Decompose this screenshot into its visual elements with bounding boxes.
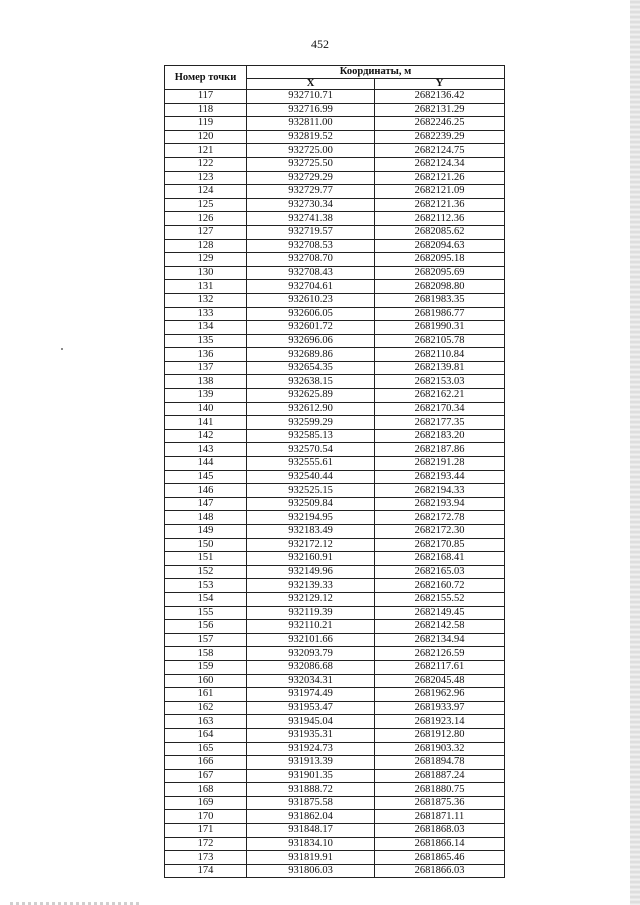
point-number-cell: 163 [165, 715, 247, 729]
point-number-cell: 153 [165, 579, 247, 593]
table-row [165, 756, 505, 770]
y-coordinate-cell: 2682105.78 [375, 334, 505, 348]
y-coordinate-cell: 2682124.34 [375, 157, 505, 171]
table-row [165, 742, 505, 756]
x-coordinate-cell: 931834.10 [247, 837, 375, 851]
y-coordinate-cell: 2682187.86 [375, 443, 505, 457]
x-coordinate-cell: 932610.23 [247, 293, 375, 307]
x-coordinate-cell: 932716.99 [247, 103, 375, 117]
x-coordinate-cell: 932819.52 [247, 130, 375, 144]
point-number-cell: 158 [165, 647, 247, 661]
table-row [165, 783, 505, 797]
x-coordinate-cell: 931806.03 [247, 864, 375, 878]
table-row [165, 511, 505, 525]
y-coordinate-cell: 2682126.59 [375, 647, 505, 661]
point-number-cell: 151 [165, 552, 247, 566]
x-coordinate-cell: 932625.89 [247, 389, 375, 403]
table-row [165, 728, 505, 742]
table-row [165, 416, 505, 430]
point-number-cell: 159 [165, 660, 247, 674]
x-coordinate-cell: 932172.12 [247, 538, 375, 552]
point-number-cell: 154 [165, 592, 247, 606]
y-coordinate-cell: 2682160.72 [375, 579, 505, 593]
x-coordinate-cell: 932129.12 [247, 592, 375, 606]
point-number-cell: 164 [165, 728, 247, 742]
table-row [165, 688, 505, 702]
y-coordinate-cell: 2681990.31 [375, 321, 505, 335]
table-row [165, 321, 505, 335]
x-coordinate-cell: 932638.15 [247, 375, 375, 389]
y-coordinate-cell: 2682239.29 [375, 130, 505, 144]
x-coordinate-cell: 932110.21 [247, 620, 375, 634]
y-column-header: Y [375, 79, 505, 90]
y-coordinate-cell: 2682191.28 [375, 457, 505, 471]
table-row [165, 552, 505, 566]
y-coordinate-cell: 2681875.36 [375, 796, 505, 810]
y-coordinate-cell: 2682170.85 [375, 538, 505, 552]
y-coordinate-cell: 2682045.48 [375, 674, 505, 688]
point-number-cell: 124 [165, 185, 247, 199]
point-number-cell: 128 [165, 239, 247, 253]
point-number-cell: 117 [165, 90, 247, 104]
table-row [165, 443, 505, 457]
x-coordinate-cell: 932696.06 [247, 334, 375, 348]
y-coordinate-cell: 2682172.78 [375, 511, 505, 525]
y-coordinate-cell: 2682172.30 [375, 525, 505, 539]
y-coordinate-cell: 2682112.36 [375, 212, 505, 226]
point-number-cell: 146 [165, 484, 247, 498]
x-coordinate-cell: 932811.00 [247, 117, 375, 131]
y-coordinate-cell: 2682098.80 [375, 280, 505, 294]
point-number-cell: 132 [165, 293, 247, 307]
point-number-cell: 148 [165, 511, 247, 525]
y-coordinate-cell: 2681983.35 [375, 293, 505, 307]
y-coordinate-cell: 2682117.61 [375, 660, 505, 674]
y-coordinate-cell: 2682124.75 [375, 144, 505, 158]
y-coordinate-cell: 2682095.18 [375, 253, 505, 267]
y-coordinate-cell: 2682142.58 [375, 620, 505, 634]
x-coordinate-cell: 932034.31 [247, 674, 375, 688]
table-row [165, 701, 505, 715]
point-number-cell: 150 [165, 538, 247, 552]
x-coordinate-cell: 931974.49 [247, 688, 375, 702]
y-coordinate-cell: 2682095.69 [375, 266, 505, 280]
y-coordinate-cell: 2681933.97 [375, 701, 505, 715]
point-number-cell: 155 [165, 606, 247, 620]
table-row [165, 647, 505, 661]
y-coordinate-cell: 2681865.46 [375, 851, 505, 865]
point-number-header: Номер точки [165, 66, 247, 90]
point-number-cell: 145 [165, 470, 247, 484]
point-number-cell: 143 [165, 443, 247, 457]
coordinates-header: Координаты, м [247, 66, 505, 79]
table-row [165, 620, 505, 634]
y-coordinate-cell: 2681923.14 [375, 715, 505, 729]
point-number-cell: 172 [165, 837, 247, 851]
point-number-cell: 135 [165, 334, 247, 348]
table-row [165, 171, 505, 185]
y-coordinate-cell: 2681962.96 [375, 688, 505, 702]
x-coordinate-cell: 932708.53 [247, 239, 375, 253]
table-row [165, 674, 505, 688]
y-coordinate-cell: 2682131.29 [375, 103, 505, 117]
point-number-cell: 138 [165, 375, 247, 389]
point-number-cell: 141 [165, 416, 247, 430]
table-row [165, 606, 505, 620]
x-coordinate-cell: 932606.05 [247, 307, 375, 321]
x-coordinate-cell: 932708.70 [247, 253, 375, 267]
table-row [165, 239, 505, 253]
x-coordinate-cell: 931901.35 [247, 769, 375, 783]
x-coordinate-cell: 932719.57 [247, 225, 375, 239]
x-coordinate-cell: 932101.66 [247, 633, 375, 647]
point-number-cell: 169 [165, 796, 247, 810]
point-number-cell: 125 [165, 198, 247, 212]
y-coordinate-cell: 2682139.81 [375, 361, 505, 375]
table-row [165, 90, 505, 104]
y-coordinate-cell: 2681894.78 [375, 756, 505, 770]
point-number-cell: 142 [165, 429, 247, 443]
y-coordinate-cell: 2681866.14 [375, 837, 505, 851]
y-coordinate-cell: 2682162.21 [375, 389, 505, 403]
table-row [165, 715, 505, 729]
table-row [165, 660, 505, 674]
point-number-cell: 166 [165, 756, 247, 770]
point-number-cell: 173 [165, 851, 247, 865]
table-row [165, 361, 505, 375]
x-coordinate-cell: 931875.58 [247, 796, 375, 810]
y-coordinate-cell: 2682246.25 [375, 117, 505, 131]
point-number-cell: 131 [165, 280, 247, 294]
x-coordinate-cell: 932119.39 [247, 606, 375, 620]
x-coordinate-cell: 932725.50 [247, 157, 375, 171]
x-coordinate-cell: 932729.77 [247, 185, 375, 199]
table-row [165, 565, 505, 579]
y-coordinate-cell: 2682165.03 [375, 565, 505, 579]
page-number: 452 [311, 37, 329, 51]
table-row [165, 402, 505, 416]
x-coordinate-cell: 932149.96 [247, 565, 375, 579]
point-number-cell: 165 [165, 742, 247, 756]
table-row [165, 157, 505, 171]
x-coordinate-cell: 931935.31 [247, 728, 375, 742]
x-coordinate-cell: 932689.86 [247, 348, 375, 362]
table-row [165, 457, 505, 471]
x-coordinate-cell: 932710.71 [247, 90, 375, 104]
x-coordinate-cell: 932704.61 [247, 280, 375, 294]
table-row [165, 307, 505, 321]
table-row [165, 253, 505, 267]
y-coordinate-cell: 2682121.36 [375, 198, 505, 212]
y-coordinate-cell: 2682085.62 [375, 225, 505, 239]
table-row [165, 389, 505, 403]
point-number-cell: 139 [165, 389, 247, 403]
y-coordinate-cell: 2682153.03 [375, 375, 505, 389]
point-number-cell: 149 [165, 525, 247, 539]
point-number-cell: 133 [165, 307, 247, 321]
x-coordinate-cell: 932725.00 [247, 144, 375, 158]
table-row [165, 864, 505, 878]
x-coordinate-cell: 932555.61 [247, 457, 375, 471]
y-coordinate-cell: 2682136.42 [375, 90, 505, 104]
x-coordinate-cell: 931848.17 [247, 824, 375, 838]
y-coordinate-cell: 2682183.20 [375, 429, 505, 443]
x-coordinate-cell: 932601.72 [247, 321, 375, 335]
x-coordinate-cell: 932509.84 [247, 497, 375, 511]
point-number-cell: 152 [165, 565, 247, 579]
x-coordinate-cell: 932183.49 [247, 525, 375, 539]
point-number-cell: 162 [165, 701, 247, 715]
y-coordinate-cell: 2681903.32 [375, 742, 505, 756]
y-coordinate-cell: 2682121.09 [375, 185, 505, 199]
y-coordinate-cell: 2682177.35 [375, 416, 505, 430]
point-number-cell: 161 [165, 688, 247, 702]
x-coordinate-cell: 932730.34 [247, 198, 375, 212]
x-coordinate-cell: 932160.91 [247, 552, 375, 566]
x-coordinate-cell: 932525.15 [247, 484, 375, 498]
table-row [165, 538, 505, 552]
point-number-cell: 156 [165, 620, 247, 634]
table-row [165, 824, 505, 838]
point-number-cell: 130 [165, 266, 247, 280]
x-coordinate-cell: 931888.72 [247, 783, 375, 797]
y-coordinate-cell: 2682168.41 [375, 552, 505, 566]
y-coordinate-cell: 2681868.03 [375, 824, 505, 838]
point-number-cell: 160 [165, 674, 247, 688]
x-coordinate-cell: 932086.68 [247, 660, 375, 674]
y-coordinate-cell: 2682110.84 [375, 348, 505, 362]
y-coordinate-cell: 2682155.52 [375, 592, 505, 606]
x-coordinate-cell: 932708.43 [247, 266, 375, 280]
point-number-cell: 171 [165, 824, 247, 838]
table-row [165, 579, 505, 593]
x-coordinate-cell: 932729.29 [247, 171, 375, 185]
table-row [165, 769, 505, 783]
y-coordinate-cell: 2682149.45 [375, 606, 505, 620]
y-coordinate-cell: 2681986.77 [375, 307, 505, 321]
x-coordinate-cell: 932599.29 [247, 416, 375, 430]
y-coordinate-cell: 2682121.26 [375, 171, 505, 185]
table-row [165, 185, 505, 199]
y-coordinate-cell: 2681887.24 [375, 769, 505, 783]
y-coordinate-cell: 2682193.44 [375, 470, 505, 484]
table-body [165, 90, 505, 878]
point-number-cell: 136 [165, 348, 247, 362]
y-coordinate-cell: 2681866.03 [375, 864, 505, 878]
point-number-cell: 168 [165, 783, 247, 797]
point-number-cell: 157 [165, 633, 247, 647]
table-row [165, 293, 505, 307]
table-header [165, 66, 505, 90]
point-number-cell: 144 [165, 457, 247, 471]
point-number-cell: 122 [165, 157, 247, 171]
point-number-cell: 118 [165, 103, 247, 117]
table-row [165, 525, 505, 539]
x-coordinate-cell: 932194.95 [247, 511, 375, 525]
x-coordinate-cell: 932093.79 [247, 647, 375, 661]
y-coordinate-cell: 2682094.63 [375, 239, 505, 253]
x-coordinate-cell: 932139.33 [247, 579, 375, 593]
x-coordinate-cell: 931862.04 [247, 810, 375, 824]
table-row [165, 334, 505, 348]
point-number-cell: 134 [165, 321, 247, 335]
scan-speck [61, 348, 63, 350]
y-coordinate-cell: 2681912.80 [375, 728, 505, 742]
table-row [165, 266, 505, 280]
point-number-cell: 129 [165, 253, 247, 267]
table-row [165, 280, 505, 294]
y-coordinate-cell: 2681880.75 [375, 783, 505, 797]
point-number-cell: 119 [165, 117, 247, 131]
point-number-cell: 140 [165, 402, 247, 416]
table-row [165, 144, 505, 158]
point-number-cell: 174 [165, 864, 247, 878]
table-row [165, 470, 505, 484]
point-number-cell: 137 [165, 361, 247, 375]
table-row [165, 633, 505, 647]
table-row [165, 225, 505, 239]
table-row [165, 130, 505, 144]
table-row [165, 592, 505, 606]
x-coordinate-cell: 932741.38 [247, 212, 375, 226]
x-coordinate-cell: 931819.91 [247, 851, 375, 865]
coordinates-table [164, 65, 505, 878]
point-number-cell: 170 [165, 810, 247, 824]
table-row [165, 837, 505, 851]
table-row [165, 810, 505, 824]
point-number-cell: 126 [165, 212, 247, 226]
y-coordinate-cell: 2682194.33 [375, 484, 505, 498]
point-number-cell: 147 [165, 497, 247, 511]
point-number-cell: 120 [165, 130, 247, 144]
table-row [165, 198, 505, 212]
x-coordinate-cell: 932654.35 [247, 361, 375, 375]
x-coordinate-cell: 932570.54 [247, 443, 375, 457]
table-row [165, 497, 505, 511]
x-coordinate-cell: 931913.39 [247, 756, 375, 770]
point-number-cell: 127 [165, 225, 247, 239]
x-coordinate-cell: 931924.73 [247, 742, 375, 756]
table-row [165, 375, 505, 389]
table-row [165, 851, 505, 865]
point-number-cell: 167 [165, 769, 247, 783]
y-coordinate-cell: 2681871.11 [375, 810, 505, 824]
x-coordinate-cell: 931945.04 [247, 715, 375, 729]
point-number-cell: 123 [165, 171, 247, 185]
point-number-cell: 121 [165, 144, 247, 158]
x-coordinate-cell: 932540.44 [247, 470, 375, 484]
table-row [165, 103, 505, 117]
table-row [165, 117, 505, 131]
y-coordinate-cell: 2682170.34 [375, 402, 505, 416]
x-column-header: X [247, 79, 375, 90]
y-coordinate-cell: 2682193.94 [375, 497, 505, 511]
table-row [165, 796, 505, 810]
table-row [165, 429, 505, 443]
scan-edge-right [630, 0, 640, 905]
table-row [165, 212, 505, 226]
x-coordinate-cell: 932612.90 [247, 402, 375, 416]
y-coordinate-cell: 2682134.94 [375, 633, 505, 647]
table-row [165, 484, 505, 498]
x-coordinate-cell: 931953.47 [247, 701, 375, 715]
x-coordinate-cell: 932585.13 [247, 429, 375, 443]
table-row [165, 348, 505, 362]
